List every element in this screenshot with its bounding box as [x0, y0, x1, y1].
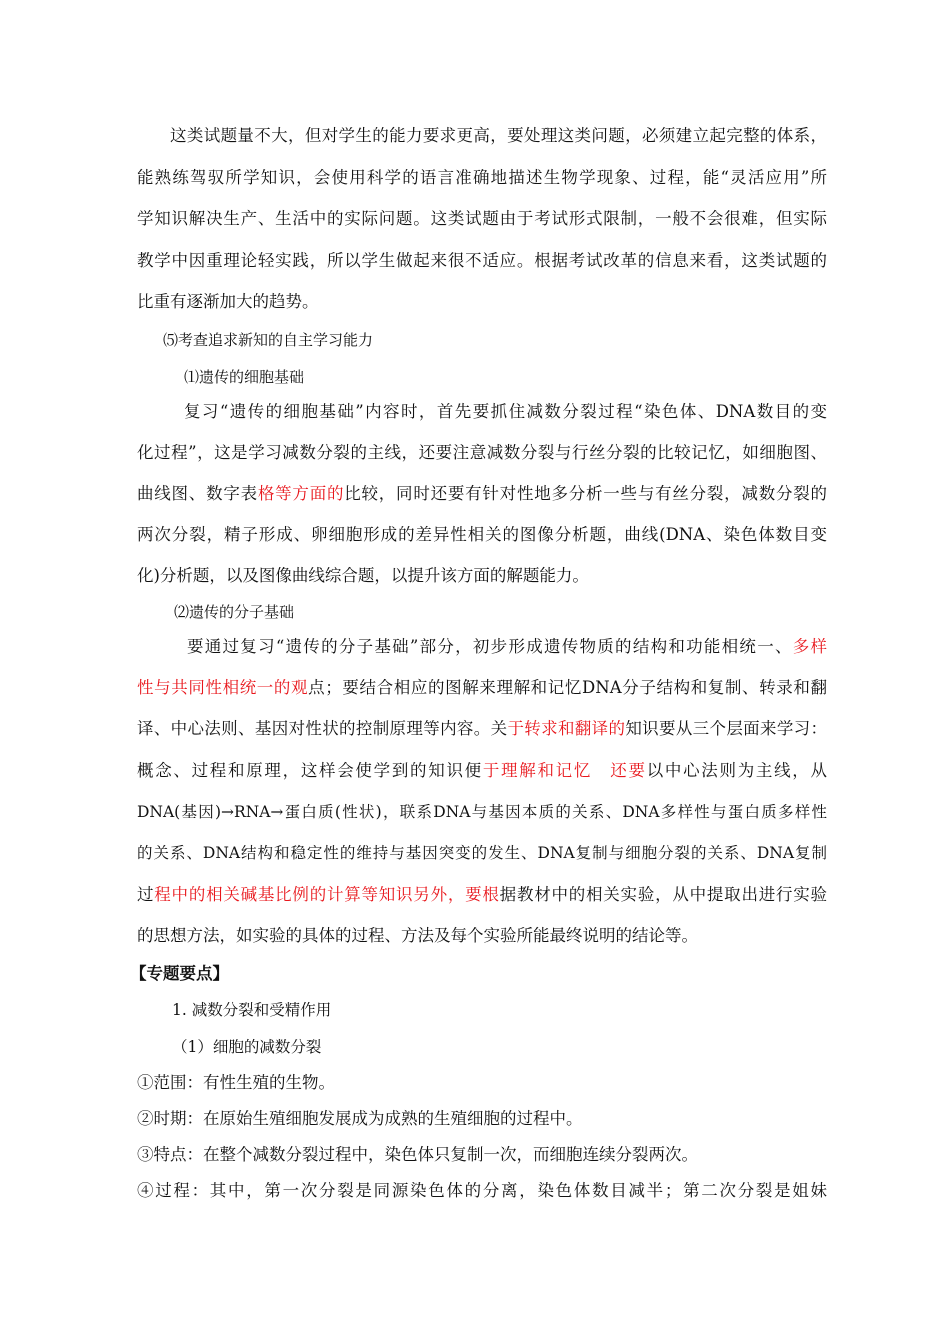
paragraph-line: DNA(基因)→RNA→蛋白质(性状)，联系DNA与基因本质的关系、DNA多样性与蛋白质多样性 — [137, 803, 827, 821]
list-item: ①范围：有性生殖的生物。 — [137, 1073, 335, 1092]
paragraph-line: 教学中因重理论轻实践，所以学生做起来很不适应。根据考试改革的信息来看，这类试题的 — [137, 251, 827, 270]
paragraph-line: 概念、过程和原理，这样会使学到的知识便于理解和记忆 还要以中心法则为主线，从 — [137, 761, 827, 780]
paragraph-line: 化)分析题，以及图像曲线综合题，以提升该方面的解题能力。 — [137, 566, 589, 585]
list-item: ②时期：在原始生殖细胞发展成为成熟的生殖细胞的过程中。 — [137, 1109, 583, 1128]
paragraph-line: 能熟练驾驭所学知识，会使用科学的语言准确地描述生物学现象、过程，能“灵活应用”所 — [137, 168, 827, 187]
paragraph-line: 两次分裂，精子形成、卵细胞形成的差异性相关的图像分析题，曲线(DNA、染色体数目变 — [137, 525, 827, 544]
list-item: 1. 减数分裂和受精作用 — [172, 1001, 332, 1019]
list-item: （1）细胞的减数分裂 — [172, 1038, 322, 1056]
paragraph-line: 曲线图、数字表格等方面的比较，同时还要有针对性地多分析一些与有丝分裂，减数分裂的 — [137, 484, 827, 503]
paragraph-line: 比重有逐渐加大的趋势。 — [137, 292, 319, 311]
paragraph-line: 复习“遗传的细胞基础”内容时，首先要抓住减数分裂过程“染色体、DNA数目的变 — [184, 402, 827, 421]
subsection-heading: ⑵遗传的分子基础 — [174, 603, 295, 621]
paragraph-line: 过程中的相关碱基比例的计算等知识另外，要根据教材中的相关实验，从中提取出进行实验 — [137, 885, 827, 904]
paragraph-line: 译、中心法则、基因对性状的控制原理等内容。关于转求和翻译的知识要从三个层面来学习： — [137, 719, 827, 738]
subsection-heading: ⑴遗传的细胞基础 — [184, 368, 305, 386]
paragraph-line: 的思想方法，如实验的具体的过程、方法及每个实验所能最终说明的结论等。 — [137, 926, 698, 945]
paragraph-line: 化过程”，这是学习减数分裂的主线，还要注意减数分裂与行丝分裂的比较记忆，如细胞图、 — [137, 443, 827, 462]
key-points-title: 【专题要点】 — [130, 964, 229, 983]
list-item: ④过程：其中，第一次分裂是同源染色体的分离，染色体数目减半；第二次分裂是姐妹 — [137, 1181, 827, 1200]
paragraph-line: 学知识解决生产、生活中的实际问题。这类试题由于考试形式限制，一般不会很难，但实际 — [137, 209, 827, 228]
list-item: ③特点：在整个减数分裂过程中，染色体只复制一次，而细胞连续分裂两次。 — [137, 1145, 698, 1164]
paragraph-line: 性与共同性相统一的观点；要结合相应的图解来理解和记忆DNA分子结构和复制、转录和翻 — [137, 678, 827, 697]
paragraph-line: 的关系、DNA结构和稳定性的维持与基因突变的发生、DNA复制与细胞分裂的关系、DNA复制 — [137, 844, 827, 862]
paragraph-line: 要通过复习“遗传的分子基础”部分，初步形成遗传物质的结构和功能相统一、多样 — [187, 637, 827, 656]
paragraph-line: 这类试题量不大，但对学生的能力要求更高，要处理这类问题，必须建立起完整的体系， — [170, 126, 827, 145]
section-heading: ⑸考查追求新知的自主学习能力 — [163, 331, 374, 349]
